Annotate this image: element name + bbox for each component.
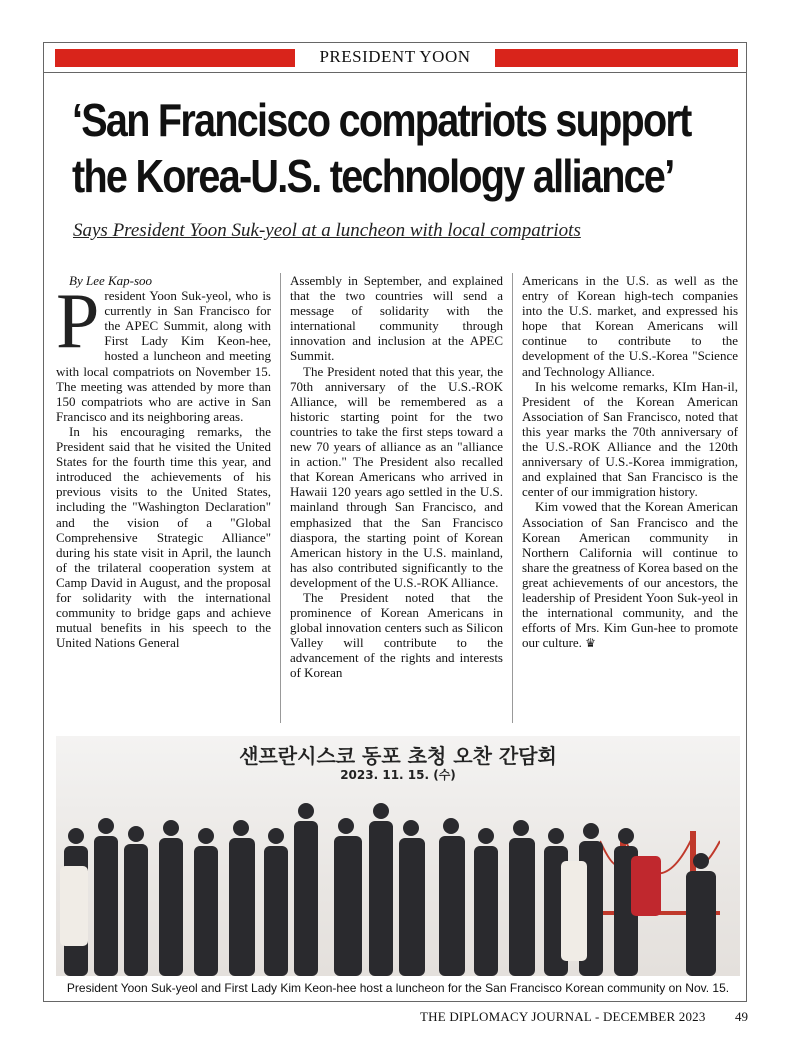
- drop-cap: P: [56, 277, 100, 365]
- section-bar-right: [495, 49, 738, 67]
- column-divider: [512, 273, 513, 723]
- paragraph: The President noted that the prominence of Korean Americans in global innovation centers such as Silicon Valley will contribute to the advancement of the rights and interests of Korean: [290, 589, 503, 681]
- paragraph: Assembly in September, and explained that the two countries will send a message of solidarity with the international community through innovation and inclusion at the APEC Summit.: [290, 273, 503, 364]
- photo-caption: President Yoon Suk-yeol and First Lady Kim Keon-hee host a luncheon for the San Francisco Korean community on Nov. 15.: [66, 981, 730, 995]
- headline-line-2: the Korea-U.S. technology alliance’: [72, 150, 674, 202]
- byline: By Lee Kap-soo: [69, 273, 153, 288]
- paragraph: The President noted that this year, the 70th anniversary of the U.S.-ROK Alliance, will be remembered as a historic starting point for the two countries to take the first steps toward a new 70 years of alliance as an "alliance in action." The President also recalled that Korean Americans who arrived in Hawaii 120 years ago settled in the U.S. mainland through San Francisco, and emphasized that the San Francisco diaspora, the starting point of Korean American history in the U.S. mainland, has also contributed significantly to the development of the U.S.-ROK Alliance.: [290, 363, 503, 590]
- paragraph: In his encouraging remarks, the President said that he visited the United States for the fourth time this year, and introduced the achievements of his previous visits to the United States, including the "Washington Declaration" and the vision of a "Global Comprehensive Strategic Alliance" during his state visit in April, the launch of the trilateral cooperation system at Camp David in August, and the proposal for solidarity with the international community to bridge gaps and achieve mutual benefits in his speech to the United Nations General: [56, 423, 271, 651]
- end-mark-icon: ♛: [585, 636, 596, 651]
- column-divider: [280, 273, 281, 723]
- group-photo: [56, 736, 740, 976]
- header-rule: [43, 72, 747, 73]
- subheadline: Says President Yoon Suk-yeol at a luncheon with local compatriots: [73, 220, 581, 241]
- section-bar-left: [55, 49, 295, 67]
- headline: [72, 92, 691, 204]
- event-banner-date: 2023. 11. 15. (수): [340, 768, 456, 782]
- page-number: 49: [735, 1009, 748, 1024]
- paragraph: Americans in the U.S. as well as the entry of Korean high-tech companies into the U.S. market, and expressed his hope that Korean Americans will continue to contribute to the development of the U.S.-Korea "Science and Technology Alliance.: [522, 273, 738, 379]
- people-silhouettes: [56, 736, 740, 976]
- paragraph: President Yoon Suk-yeol, who is currently in San Francisco for the APEC Summit, along with First Lady Kim Keon-hee, hosted a luncheon and meeting with local compatriots on November 15. The meeting was attended by more than 150 compatriots who are active in San Francisco and its neighboring areas.: [56, 277, 271, 424]
- section-label: PRESIDENT YOON: [319, 47, 471, 66]
- paragraph: In his welcome remarks, KIm Han-il, President of the Korean American Association of San Francisco, noted that this year marks the 70th anniversary of the U.S.-ROK Alliance and the 120th anniversary of U.S.-Korea immigration, and explained that San Francisco is the center of our immigration history.: [522, 378, 738, 500]
- paragraph: Kim vowed that the Korean American Association of San Francisco and the Korean American community in Northern California will continue to share the greatness of Korea based on the great achievements of our ancestors, the leadership of President Yoon Suk-yeol in the international community, and the efforts of Mrs. Kim Gun-hee to promote our culture. ♛: [522, 499, 738, 651]
- article-column-2: [290, 273, 503, 681]
- event-banner-title: 샌프란시스코 동포 초청 오찬 간담회: [239, 744, 557, 768]
- footer-publication: THE DIPLOMACY JOURNAL - DECEMBER 2023: [420, 1009, 706, 1024]
- article-column-1: [56, 273, 271, 650]
- article-column-3: [522, 273, 738, 651]
- headline-line-1: ‘San Francisco compatriots support: [72, 94, 691, 146]
